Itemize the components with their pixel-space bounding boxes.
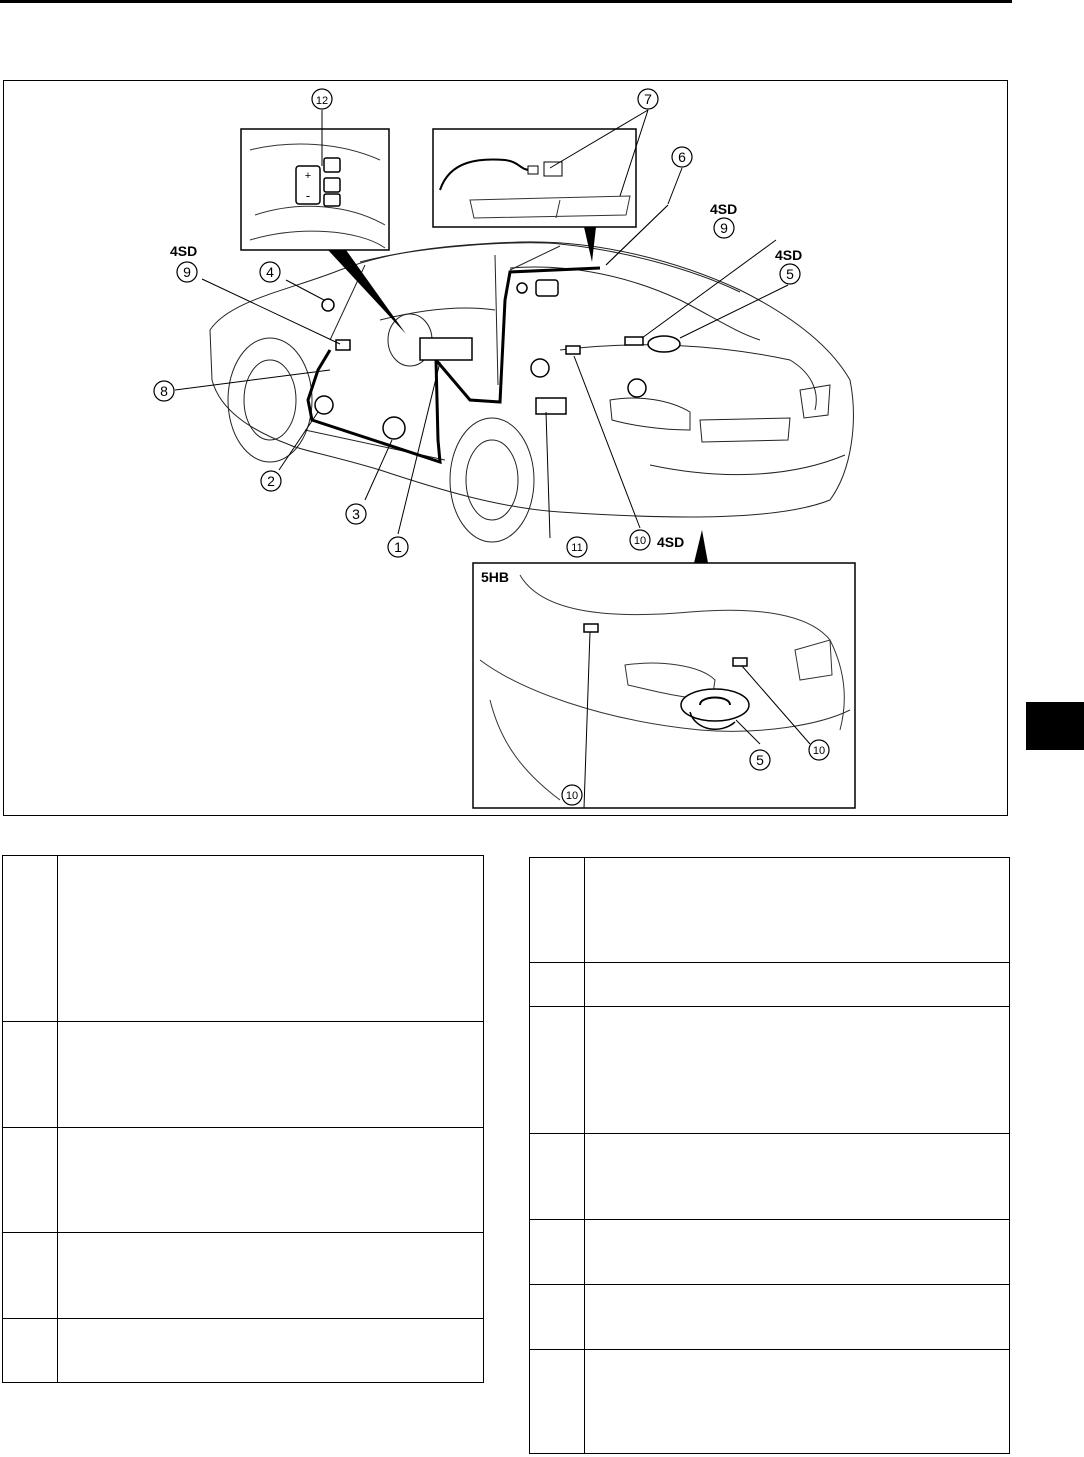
front-wheel: [228, 338, 312, 462]
left-component-table: [2, 855, 484, 1383]
subwoofer-4sd: [648, 336, 680, 352]
b-pillar: [495, 255, 498, 385]
right-component-table: [529, 857, 1010, 1454]
table-row: [530, 1220, 1010, 1285]
svg-text:7: 7: [644, 91, 652, 107]
svg-text:5: 5: [786, 266, 794, 282]
table-row: [3, 856, 484, 1022]
svg-text:+: +: [304, 170, 312, 182]
front-door-speaker-right: [383, 417, 405, 439]
callout-9-left: [177, 262, 197, 282]
callout-1: [388, 537, 408, 557]
table-row: [530, 963, 1010, 1007]
antenna-amp: [566, 346, 580, 354]
svg-text:10: 10: [565, 790, 579, 802]
rear-wheel-inner: [466, 440, 518, 520]
rear-speaker-left: [531, 359, 549, 377]
callout-3: [346, 504, 366, 524]
label-4sd-bottom: 4SD: [657, 534, 685, 550]
license-plate: [700, 418, 790, 442]
svg-text:12: 12: [315, 95, 329, 107]
svg-text:3: 3: [352, 506, 360, 522]
front-wheel-inner: [244, 360, 296, 440]
cd-changer: [536, 398, 566, 414]
rear-window-antenna-inset: [433, 129, 636, 227]
rear-speaker-right: [628, 379, 646, 397]
amplifier-left: [336, 340, 350, 350]
inset-pointer-5hb: [694, 530, 708, 563]
tail-light-left: [610, 398, 690, 430]
antenna-feeder: [536, 280, 558, 296]
hatchback-inset: [473, 563, 855, 808]
table-row: [530, 1134, 1010, 1220]
label-4sd-9: 4SD: [710, 201, 738, 217]
table-row: [530, 858, 1010, 963]
callout-6: [672, 147, 692, 167]
callout-11: [567, 537, 587, 557]
tweeter: [322, 299, 334, 311]
car-body-outline: [210, 242, 853, 517]
rear-bumper: [650, 455, 845, 475]
svg-text:2: 2: [267, 473, 275, 489]
callout-4: [260, 262, 280, 282]
svg-text:-: -: [305, 188, 311, 203]
label-4sd-5: 4SD: [775, 247, 803, 263]
callout-5-4sd: [780, 264, 800, 284]
svg-text:10: 10: [812, 745, 826, 757]
callout-5-5hb: [750, 750, 770, 770]
svg-text:8: 8: [160, 383, 168, 399]
callout-2: [261, 471, 281, 491]
table-row: [530, 1350, 1010, 1454]
svg-text:9: 9: [720, 220, 728, 236]
svg-text:11: 11: [571, 542, 583, 554]
svg-text:5: 5: [756, 752, 764, 768]
table-row: [530, 1007, 1010, 1134]
steering-switch-inset: [241, 129, 389, 250]
svg-text:6: 6: [678, 149, 686, 165]
table-row: [530, 1285, 1010, 1350]
callout-9-right: [714, 218, 734, 238]
rear-wheel: [450, 418, 534, 542]
svg-text:1: 1: [394, 539, 402, 555]
pillar-speaker: [517, 283, 527, 293]
svg-text:4: 4: [266, 264, 274, 280]
table-row: [3, 1233, 484, 1319]
callout-7: [638, 89, 658, 109]
table-row: [3, 1128, 484, 1233]
rear-window: [510, 267, 760, 340]
callout-10-5hb-left: [562, 785, 582, 805]
svg-text:9: 9: [183, 264, 191, 280]
inset-pointer-antenna: [584, 227, 596, 262]
label-4sd-left: 4SD: [170, 243, 198, 259]
callout-10-4sd: [630, 530, 650, 550]
callout-10-5hb-right: [809, 740, 829, 760]
front-door-speaker-left: [315, 396, 333, 414]
callout-12: [312, 89, 332, 109]
label-5hb: 5HB: [481, 569, 510, 585]
c-pillar: [510, 246, 560, 270]
audio-unit: [420, 338, 472, 360]
table-row: [3, 1022, 484, 1128]
trunk-lid: [560, 345, 816, 410]
wiring-harness: [308, 268, 600, 462]
callout-8: [154, 381, 174, 401]
svg-text:10: 10: [633, 535, 647, 547]
table-row: [3, 1319, 484, 1383]
amplifier-right: [625, 337, 643, 345]
